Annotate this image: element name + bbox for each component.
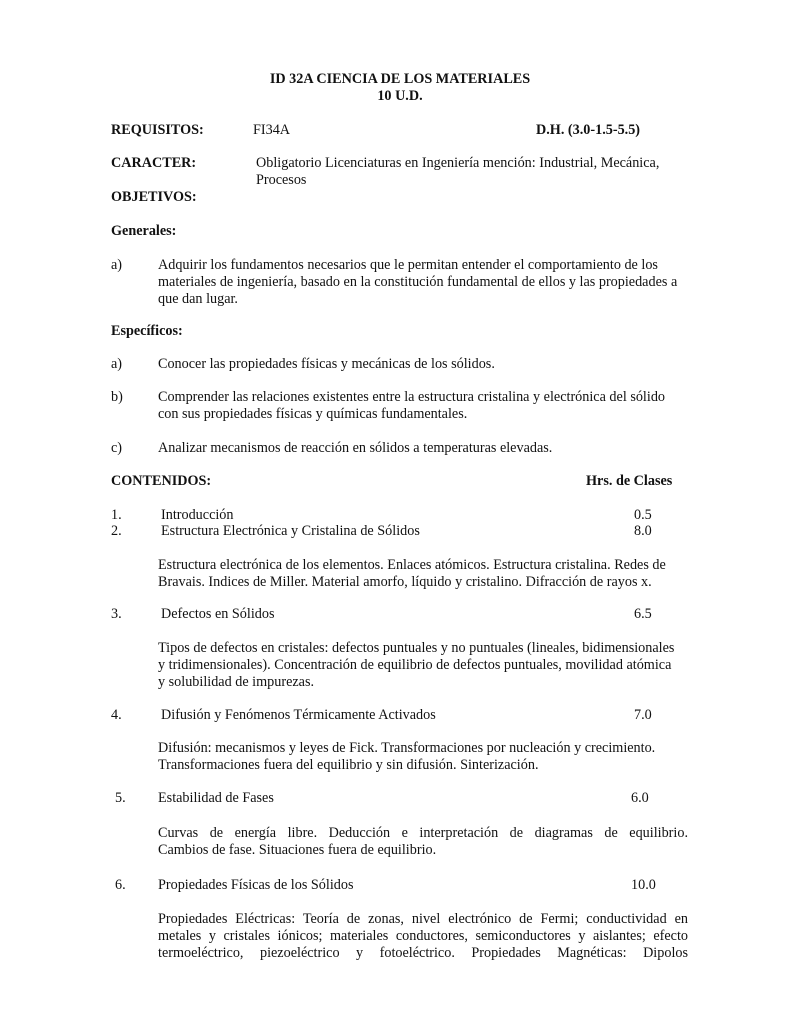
caracter-line-1: Obligatorio Licenciaturas en Ingeniería mención: Industrial, Mecánica, (256, 155, 660, 171)
content-title: Difusión y Fenómenos Térmicamente Activados (161, 707, 436, 723)
content-desc-line: termoeléctrico, piezoeléctrico y fotoeléctrico. Propiedades Magnéticas: Dipolos (158, 945, 688, 961)
especificos-label: Específicos: (111, 323, 183, 339)
especificos-marker: b) (111, 389, 123, 405)
content-number: 5. (115, 790, 126, 806)
content-number: 4. (111, 707, 122, 723)
generales-line: materiales de ingeniería, basado en la constitución fundamental de ellos y las propiedades a (158, 274, 678, 290)
dh-value: D.H. (3.0-1.5-5.5) (536, 122, 641, 138)
content-number: 6. (115, 877, 126, 893)
content-desc-line: Curvas de energía libre. Deducción e interpretación de diagramas de equilibrio. (158, 825, 688, 841)
requisitos-label: REQUISITOS: (111, 122, 204, 138)
content-title: Propiedades Físicas de los Sólidos (158, 877, 354, 893)
content-hours: 0.5 (634, 507, 652, 523)
hours-header: Hrs. de Clases (586, 473, 673, 489)
content-number: 1. (111, 507, 122, 523)
generales-label: Generales: (111, 223, 177, 239)
generales-line: que dan lugar. (158, 291, 238, 307)
especificos-line: Conocer las propiedades físicas y mecánicas de los sólidos. (158, 356, 495, 372)
content-desc-line: Bravais. Indices de Miller. Material amorfo, líquido y cristalino. Difracción de rayos x. (158, 574, 652, 590)
content-desc-line: y solubilidad de impurezas. (158, 674, 315, 690)
content-desc-line: y tridimensionales). Concentración de equilibrio de defectos puntuales, movilidad atómica (158, 657, 672, 673)
especificos-line: con sus propiedades físicas y químicas fundamentales. (158, 406, 468, 422)
content-number: 3. (111, 606, 122, 622)
content-title: Estructura Electrónica y Cristalina de Sólidos (161, 523, 420, 539)
objetivos-label: OBJETIVOS: (111, 189, 197, 205)
content-hours: 8.0 (634, 523, 652, 539)
content-hours: 7.0 (634, 707, 652, 723)
content-desc-line: Transformaciones fuera del equilibrio y sin difusión. Sinterización. (158, 757, 539, 773)
especificos-marker: a) (111, 356, 123, 372)
content-desc-line: Cambios de fase. Situaciones fuera de equilibrio. (158, 842, 437, 858)
course-title: ID 32A CIENCIA DE LOS MATERIALES (269, 71, 531, 87)
content-hours: 10.0 (631, 877, 656, 893)
content-desc-line: Difusión: mecanismos y leyes de Fick. Transformaciones por nucleación y crecimiento. (158, 740, 656, 756)
contenidos-label: CONTENIDOS: (111, 473, 212, 489)
especificos-marker: c) (111, 440, 123, 456)
content-desc-line: metales y cristales iónicos; materiales conductores, semiconductores y aislantes; efecto (158, 928, 688, 944)
generales-line: Adquirir los fundamentos necesarios que le permitan entender el comportamiento de los (158, 257, 658, 273)
caracter-line-2: Procesos (256, 172, 307, 188)
content-desc-line: Estructura electrónica de los elementos. Enlaces atómicos. Estructura cristalina. Redes de (158, 557, 666, 573)
content-title: Defectos en Sólidos (161, 606, 275, 622)
especificos-line: Analizar mecanismos de reacción en sólidos a temperaturas elevadas. (158, 440, 553, 456)
generales-marker: a) (111, 257, 123, 273)
especificos-line: Comprender las relaciones existentes entre la estructura cristalina y electrónica del sólido (158, 389, 666, 405)
content-title: Estabilidad de Fases (158, 790, 274, 806)
caracter-label: CARACTER: (111, 155, 197, 171)
content-number: 2. (111, 523, 122, 539)
content-hours: 6.0 (631, 790, 649, 806)
content-hours: 6.5 (634, 606, 652, 622)
content-title: Introducción (161, 507, 234, 523)
content-desc-line: Propiedades Eléctricas: Teoría de zonas, nivel electrónico de Fermi; conductividad en (158, 911, 688, 927)
requisitos-value: FI34A (253, 122, 291, 138)
course-units: 10 U.D. (377, 88, 423, 104)
content-desc-line: Tipos de defectos en cristales: defectos puntuales y no puntuales (lineales, bidimensionales (158, 640, 675, 656)
